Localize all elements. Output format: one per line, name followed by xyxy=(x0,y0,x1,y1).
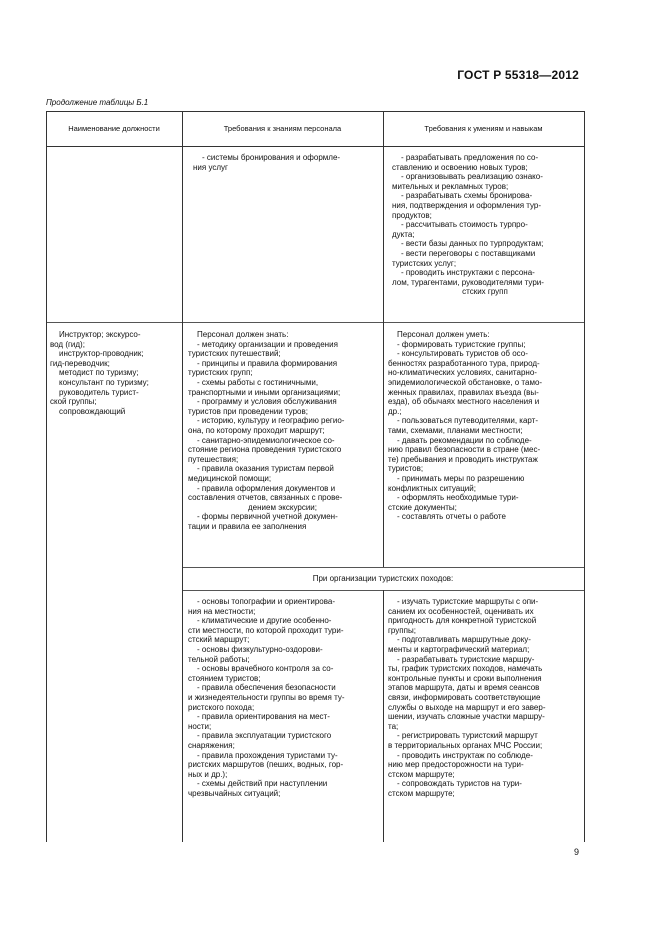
text-line: те) пребывания и проводить инструктаж xyxy=(388,454,538,464)
page-number: 9 xyxy=(574,847,580,857)
row3-skills-cell xyxy=(388,597,578,798)
text-line: методист по туризму; xyxy=(59,368,139,378)
text-line: вод (гид); xyxy=(50,339,85,349)
text-line: гид-переводчик; xyxy=(50,358,110,368)
text-line: - формировать туристские группы; xyxy=(397,339,526,349)
text-line: - составлять отчеты о работе xyxy=(397,512,506,522)
text-line: - системы бронирования и оформле- xyxy=(202,153,341,162)
text-line: туристов при проведении туров; xyxy=(188,406,308,416)
text-line: - организовывать реализацию ознако- xyxy=(401,172,543,182)
text-line: стском маршруте; xyxy=(388,769,455,779)
text-line: - методику организации и проведения xyxy=(197,339,338,349)
text-line: туристских групп; xyxy=(188,368,253,378)
text-line: мительных и рекламных туров; xyxy=(392,181,509,191)
text-line: ставлению и освоению новых туров; xyxy=(392,162,528,172)
text-line: бенностях разработанного тура, природ- xyxy=(388,358,540,368)
text-line: тами, схемами, планами местности; xyxy=(388,425,523,435)
text-line: - разрабатывать туристские маршру- xyxy=(397,654,535,664)
text-line: стояние региона проведения туристского xyxy=(188,445,342,455)
text-line: - правила обеспечения безопасности xyxy=(197,683,336,693)
text-line: этапов маршрута, даты и время сеансов xyxy=(388,683,540,693)
column-divider xyxy=(182,111,183,842)
text-line: службы о выходе на маршрут и его завер- xyxy=(388,702,546,712)
row2-positions-cell xyxy=(50,330,178,416)
document-code: ГОСТ Р 55318—2012 xyxy=(457,68,579,82)
row3-knowledge-cell xyxy=(188,597,377,798)
text-line: продуктов; xyxy=(392,210,432,220)
row2-skills-cell xyxy=(388,330,578,522)
text-line: санием их особенностей, оценивать их xyxy=(388,606,534,616)
text-line: шении, изучать сложные участки маршру- xyxy=(388,712,545,722)
row1-skills-cell xyxy=(392,153,578,297)
text-line: стские документы; xyxy=(388,502,457,512)
table-right-border xyxy=(584,111,585,842)
text-line: стоянием туристов; xyxy=(188,673,261,683)
text-line: ристских маршрутов (пеших, водных, гор- xyxy=(188,760,344,770)
text-line: - разрабатывать схемы бронирова- xyxy=(401,191,533,201)
text-line: - оформлять необходимые тури- xyxy=(397,493,519,503)
text-line: - регистрировать туристский маршрут xyxy=(397,731,538,741)
text-line: - схемы действий при наступлении xyxy=(197,779,328,789)
text-line: связи, информировать соответствующие xyxy=(388,692,541,702)
text-line: - пользоваться путеводителями, карт- xyxy=(397,416,538,426)
row-divider xyxy=(182,567,584,568)
row2-knowledge-cell xyxy=(188,330,377,531)
column-divider xyxy=(383,590,384,842)
text-line: нию правил безопасности в стране (мес- xyxy=(388,445,541,455)
text-line: туристов; xyxy=(388,464,424,474)
text-line: ния на местности; xyxy=(188,606,256,616)
text-line: дением экскурсии; xyxy=(248,502,317,512)
text-line: консультант по туризму; xyxy=(59,377,149,387)
table-left-border xyxy=(46,111,47,842)
text-line: - сопровождать туристов на тури- xyxy=(397,779,522,789)
text-line: женных правилах, правилах въезда (вы- xyxy=(388,387,539,397)
text-line: ния услуг xyxy=(193,162,228,172)
row1-knowledge-cell xyxy=(193,153,377,172)
text-line: - программу и условия обслуживания xyxy=(197,397,337,407)
text-line: - правила оформления документов и xyxy=(197,483,336,493)
text-line: - основы физкультурно-оздорови- xyxy=(197,644,323,654)
text-line: сти местности, по которой проходит тури- xyxy=(188,625,344,635)
text-line: контрольные пункты и сроки выполнения xyxy=(388,673,542,683)
text-line: - основы топографии и ориентирова- xyxy=(197,597,336,606)
column-header-position: Наименование должности xyxy=(68,124,160,133)
text-line: - консультировать туристов об осо- xyxy=(397,349,528,359)
text-line: пригодность для конкретной туристской xyxy=(388,616,537,626)
text-line: - формы первичной учетной докумен- xyxy=(197,512,338,522)
text-line: путешествия; xyxy=(188,454,239,464)
text-line: - разрабатывать предложения по со- xyxy=(401,153,539,162)
text-line: составления отчетов, связанных с прове- xyxy=(188,493,343,503)
row-divider xyxy=(46,322,584,323)
text-line: ности; xyxy=(188,721,212,731)
text-line: Персонал должен знать: xyxy=(197,330,289,339)
text-line: конфликтных ситуаций; xyxy=(388,483,476,493)
text-line: др.; xyxy=(388,406,402,416)
table-caption: Продолжение таблицы Б.1 xyxy=(46,98,149,107)
text-line: она, по которому проходит маршрут; xyxy=(188,425,325,435)
text-line: сопровождающий xyxy=(59,406,126,416)
text-line: стский маршрут; xyxy=(188,635,250,645)
text-line: ния, подтверждения и оформления тур- xyxy=(392,200,542,210)
text-line: группы; xyxy=(388,625,416,635)
text-line: - принимать меры по разрешению xyxy=(397,473,525,483)
text-line: нию мер предосторожности на тури- xyxy=(388,760,524,770)
column-divider xyxy=(383,111,384,567)
text-line: тации и правила ее заполнения xyxy=(188,521,307,531)
text-line: Инструктор; экскурсо- xyxy=(59,330,141,339)
text-line: - вести переговоры с поставщиками xyxy=(401,248,536,258)
text-line: ской группы; xyxy=(50,397,97,407)
text-line: - климатические и другие особенно- xyxy=(197,616,332,626)
text-line: снаряжения; xyxy=(188,740,235,750)
text-line: - правила оказания туристам первой xyxy=(197,464,334,474)
text-line: дукта; xyxy=(392,229,415,239)
text-line: - санитарно-эпидемиологическое со- xyxy=(197,435,335,445)
text-line: в территориальных органах МЧС России; xyxy=(388,740,543,750)
text-line: - правила эксплуатации туристского xyxy=(197,731,332,741)
text-line: инструктор-проводник; xyxy=(59,349,144,359)
text-line: но-климатических условиях, санитарно- xyxy=(388,368,537,378)
text-line: ты, график туристских походов, намечать xyxy=(388,664,543,674)
text-line: - основы врачебного контроля за со- xyxy=(197,664,334,674)
text-line: медицинской помощи; xyxy=(188,473,272,483)
column-header-skills: Требования к умениям и навыкам xyxy=(424,124,543,133)
column-header-knowledge: Требования к знаниям персонала xyxy=(223,124,342,133)
text-line: руководитель турист- xyxy=(59,387,139,397)
text-line: стских групп xyxy=(462,287,508,297)
text-line: туристских услуг; xyxy=(392,258,457,268)
text-line: - подготавливать маршрутные доку- xyxy=(397,635,531,645)
text-line: - схемы работы с гостиничными, xyxy=(197,377,319,387)
text-line: туристских путешествий; xyxy=(188,349,281,359)
text-line: менты и картографический материал; xyxy=(388,644,530,654)
text-line: - вести базы данных по турпродуктам; xyxy=(401,239,544,249)
text-line: ристского похода; xyxy=(188,702,255,712)
text-line: - правила прохождения туристами ту- xyxy=(197,750,338,760)
text-line: чрезвычайных ситуаций; xyxy=(188,788,281,798)
text-line: Персонал должен уметь: xyxy=(397,330,490,339)
text-line: - изучать туристские маршруты с опи- xyxy=(397,597,539,606)
text-line: езда), об обычаях местного населения и xyxy=(388,397,540,407)
text-line: и жизнедеятельности группы во время ту- xyxy=(188,692,345,702)
text-line: та; xyxy=(388,721,399,731)
text-line: ных и др.); xyxy=(188,769,228,779)
text-line: эпидемиологической обстановке, о тамо- xyxy=(388,377,543,387)
text-line: - правила ориентирования на мест- xyxy=(197,712,330,722)
text-line: стском маршруте; xyxy=(388,788,455,798)
text-line: тельной работы; xyxy=(188,654,250,664)
table-top-border xyxy=(46,111,584,112)
text-line: - давать рекомендации по соблюде- xyxy=(397,435,532,445)
text-line: - рассчитывать стоимость турпро- xyxy=(401,220,528,230)
text-line: - принципы и правила формирования xyxy=(197,358,338,368)
text-line: транспортными и иными организациями; xyxy=(188,387,341,397)
text-line: лом, турагентами, руководителями тури- xyxy=(392,277,544,287)
section-title: При организации туристских походов: xyxy=(312,574,454,583)
text-line: - проводить инструктаж по соблюде- xyxy=(397,750,533,760)
text-line: - историю, культуру и географию регио- xyxy=(197,416,345,426)
text-line: - проводить инструктажи с персона- xyxy=(401,268,535,278)
header-bottom-border xyxy=(46,146,584,147)
